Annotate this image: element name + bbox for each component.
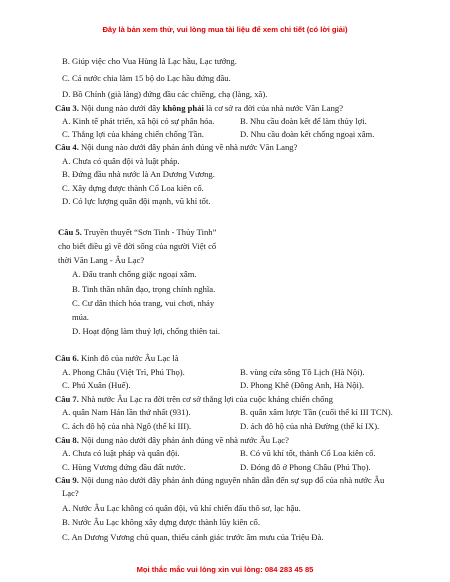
line-text: B. quân xâm lược Tần (cuối thế kỉ III TCN). <box>240 407 393 417</box>
line-text: D. Phong Khê (Đông Anh, Hà Nội). <box>240 380 364 390</box>
line-text: thời Văn Lang - Âu Lạc? <box>58 255 145 265</box>
line-text: C. An Dương Vương chủ quan, thiếu cảnh giác trước âm mưu của Triệu Đà. <box>62 532 324 542</box>
question-number: Câu 9. <box>55 475 79 485</box>
line-text: D. Bồ Chính (già làng) đứng đầu các chiềng, chạ (làng, xã). <box>62 89 268 99</box>
line-text: B. Tinh thần nhân đạo, trọng chính nghĩa. <box>72 284 216 294</box>
line-text: C. Hùng Vương đứng đầu đất nước. <box>62 462 186 472</box>
line-text: A. Kinh tế phát triển, xã hội có sự phân hóa. <box>62 116 215 126</box>
question-number: Câu 6. <box>55 353 79 363</box>
line-text: A. Nước Âu Lạc không có quân đội, vũ khí chiến đấu thô sơ, lạc hậu. <box>62 503 301 513</box>
text-line <box>62 197 211 206</box>
text-line <box>62 184 204 193</box>
line-text: C. Cư dân thích hóa trang, vui chơi, nhảy <box>72 298 215 308</box>
text-line <box>62 463 186 472</box>
text-line <box>62 90 267 99</box>
line-text: A. quân Nam Hán lần thứ nhất (931). <box>62 407 191 417</box>
preview-notice-banner: Đây là bản xem thử, vui lòng mua tài liệu để xem chi tiết (có lời giải) <box>102 25 348 34</box>
question-line <box>58 228 216 237</box>
question-line <box>55 104 343 113</box>
question-number: Câu 8. <box>55 435 79 445</box>
line-text: B. Nước Âu Lạc không xây dựng được thành lũy kiên cố. <box>62 517 261 527</box>
line-text: C. Cả nước chia làm 15 bộ do Lạc hầu đứng đầu. <box>62 73 231 83</box>
text-line <box>58 242 216 251</box>
question-number: Câu 4. <box>55 142 79 152</box>
text-line <box>240 130 374 139</box>
text-line <box>62 533 323 542</box>
question-line <box>55 354 179 363</box>
line-text: B. Giúp việc cho Vua Hùng là Lạc hầu, Lạc tướng. <box>62 56 237 66</box>
text-line <box>62 504 301 513</box>
text-line <box>240 449 376 458</box>
line-text: Kinh đô của nước Âu Lạc là <box>78 353 179 363</box>
line-text: D. Nhu cầu đoàn kết chống ngoại xâm. <box>240 129 375 139</box>
text-line <box>62 368 185 377</box>
question-line <box>55 395 333 404</box>
line-text: D. ách đô hộ của nhà Đường (thế kỉ IX). <box>240 421 380 431</box>
text-line <box>240 368 365 377</box>
question-line <box>55 436 289 445</box>
line-text: Nội dung nào dưới đây <box>78 103 163 113</box>
line-text: C. Phú Xuân (Huế). <box>62 380 131 390</box>
text-line <box>240 381 364 390</box>
line-text: A. Chưa có quân đội và luật pháp. <box>62 156 180 166</box>
line-text: A. Đấu tranh chống giặc ngoại xâm. <box>72 269 197 279</box>
line-text: A. Chưa có luật pháp và quân đội. <box>62 448 180 458</box>
line-text: B. Đứng đầu nhà nước là An Dương Vương. <box>62 169 215 179</box>
line-text: Nội dung nào dưới đây phản ánh đúng nguyên nhân dẫn đến sự sụp đổ của nhà nước Âu <box>78 475 385 485</box>
text-line <box>72 313 89 322</box>
text-line <box>62 157 180 166</box>
text-line <box>72 270 197 279</box>
line-text-tail: là cơ sở ra đời của nhà nước Văn Lang? <box>203 103 344 113</box>
line-text: Nhà nước Âu Lạc ra đời trên cơ sở thắng lợi của cuộc kháng chiến chống <box>78 394 333 404</box>
line-text: D. Đóng đô ở Phong Châu (Phú Thọ). <box>240 462 371 472</box>
text-line <box>240 408 393 417</box>
text-line <box>72 285 215 294</box>
line-text: B. Nhu cầu đoàn kết để làm thủy lợi. <box>240 116 367 126</box>
text-line <box>240 463 371 472</box>
question-number: Câu 5. <box>58 227 82 237</box>
text-line <box>58 256 144 265</box>
question-line <box>55 143 297 152</box>
line-text: B. vùng cửa sông Tô Lịch (Hà Nội). <box>240 367 365 377</box>
text-line <box>62 381 131 390</box>
line-text: Truyền thuyết “Sơn Tinh - Thủy Tinh” <box>81 227 217 237</box>
line-text: múa. <box>72 312 89 322</box>
contact-banner: Mọi thắc mắc vui lòng xin vui lòng: 084 283 45 85 <box>136 565 314 574</box>
question-line <box>55 476 384 485</box>
line-text: C. ách đô hộ của nhà Ngô (thế kỉ III). <box>62 421 192 431</box>
text-line <box>62 408 191 417</box>
line-text: Nội dung nào dưới đây phản ánh đúng về nhà nước Âu Lạc? <box>78 435 289 445</box>
line-text: C. Xây dựng được thành Cổ Loa kiên cố. <box>62 183 204 193</box>
emphasis-text: không phải <box>162 103 204 113</box>
text-line <box>62 117 214 126</box>
text-line <box>62 130 204 139</box>
question-number: Câu 3. <box>55 103 79 113</box>
line-text: cho biết điều gì về đời sống của người Việt cổ <box>58 241 217 251</box>
text-line <box>240 422 379 431</box>
line-text: D. Hoạt động làm thuỷ lợi, chống thiên tai. <box>72 326 220 336</box>
text-line <box>62 74 231 83</box>
line-text: C. Thắng lợi của kháng chiến chống Tần. <box>62 129 204 139</box>
line-text: Nội dung nào dưới đây phản ánh đúng về nhà nước Văn Lang? <box>78 142 298 152</box>
text-line <box>62 422 191 431</box>
text-line <box>62 449 180 458</box>
text-line <box>72 299 214 308</box>
text-line <box>62 518 260 527</box>
text-line <box>62 489 79 498</box>
text-line <box>72 327 220 336</box>
line-text: Lạc? <box>62 488 79 498</box>
text-line <box>62 57 237 66</box>
line-text: B. Có vũ khí tốt, thành Cổ Loa kiên cố. <box>240 448 376 458</box>
text-line <box>62 170 215 179</box>
line-text: A. Phong Châu (Việt Trì, Phú Thọ). <box>62 367 185 377</box>
text-line <box>240 117 367 126</box>
question-number: Câu 7. <box>55 394 79 404</box>
line-text: D. Có lực lượng quân đội mạnh, vũ khí tốt. <box>62 196 211 206</box>
